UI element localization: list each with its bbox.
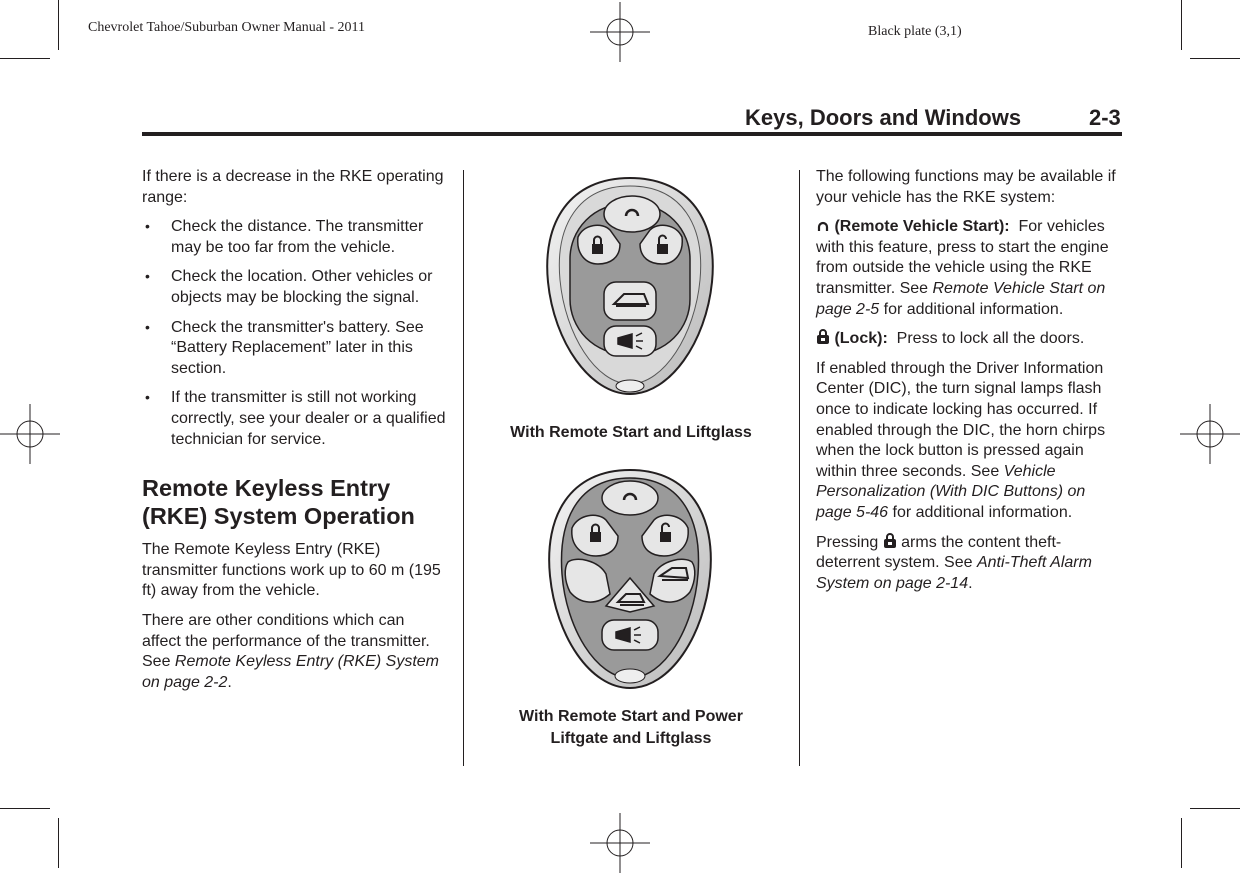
lock-icon: [816, 329, 830, 345]
lock-icon: [592, 244, 603, 254]
conditions-end: .: [227, 673, 232, 691]
registration-mark-right: [1180, 404, 1240, 464]
crop-mark: [0, 58, 50, 59]
column-3: [816, 167, 1121, 603]
pressing-paragraph: [816, 533, 1121, 595]
pressing-start: Pressing: [816, 533, 883, 551]
crop-mark: [58, 818, 59, 868]
dic-paragraph: [816, 359, 1121, 524]
crop-mark: [1181, 0, 1182, 50]
list-item: • Check the distance. The transmitter may be too far from the vehicle.: [142, 217, 447, 258]
remote-start-icon: [816, 219, 830, 233]
key-fob-illustration-2: [540, 466, 720, 696]
anti-theft-link[interactable]: Anti-Theft Alarm System on page 2-14: [816, 554, 1092, 592]
fob-caption-2-line2: Liftgate and Liftglass: [550, 730, 712, 747]
vehicle-personalization-link[interactable]: Vehicle Personalization (With DIC Buttons) on page 5-46: [816, 462, 1086, 521]
page-number: 2-3: [1089, 105, 1121, 130]
list-item: • If the transmitter is still not working correctly, see your dealer or a qualified technician for service.: [142, 388, 447, 450]
crop-mark: [58, 0, 59, 50]
fob-caption-2: [480, 706, 782, 750]
pressing-text: arms the content theft-deterrent system. See: [816, 533, 1062, 572]
rke-system-link[interactable]: Remote Keyless Entry (RKE) System on page 2-2: [142, 653, 439, 691]
crop-mark: [0, 808, 50, 809]
registration-mark-left: [0, 404, 60, 464]
registration-mark-bottom: [590, 813, 650, 873]
functions-intro: The following functions may be available if your vehicle has the RKE system:: [816, 168, 1116, 206]
plate-label: Black plate (3,1): [868, 24, 962, 39]
unlock-icon: [657, 244, 668, 254]
dic-end: for additional information.: [888, 503, 1073, 521]
registration-mark-top: [590, 2, 650, 62]
lock-text: Press to lock all the doors.: [896, 330, 1085, 348]
crop-mark: [1181, 818, 1182, 868]
section-heading: Remote Keyless Entry (RKE) System Operation: [142, 475, 415, 530]
column-divider: [463, 170, 464, 766]
crop-mark: [1190, 58, 1240, 59]
key-fob-illustration-1: [540, 172, 720, 402]
header-rule: [142, 132, 1122, 136]
crop-mark: [1190, 808, 1240, 809]
intro-text: If there is a decrease in the RKE operating range:: [142, 168, 444, 206]
list-item: • Check the location. Other vehicles or objects may be blocking the signal.: [142, 267, 447, 308]
pressing-end: .: [968, 574, 973, 592]
column-divider: [799, 170, 800, 766]
manual-title: Chevrolet Tahoe/Suburban Owner Manual - 2011: [88, 20, 366, 35]
range-paragraph: The Remote Keyless Entry (RKE) transmitter functions work up to 60 m (195 ft) away from the vehicle.: [142, 541, 441, 600]
section-title: Keys, Doors and Windows: [745, 105, 1022, 130]
remote-start-paragraph: [816, 217, 1121, 320]
list-item: • Check the transmitter's battery. See “Battery Replacement” later in this section.: [142, 318, 447, 380]
bullet-list: [142, 217, 447, 450]
lock-label: (Lock):: [834, 330, 888, 348]
conditions-text: There are other conditions which can affect the performance of the transmitter. See: [142, 611, 430, 671]
lock-paragraph: [816, 329, 1121, 350]
dic-text: If enabled through the Driver Information Center (DIC), the turn signal lamps flash once to indicate locking has occurred. If enabled through the DIC, the horn chirps when the lock button is pressed again within three seconds. See: [816, 359, 1106, 480]
remote-start-label: (Remote Vehicle Start):: [834, 218, 1010, 236]
conditions-paragraph: [142, 611, 447, 693]
column-1: [142, 167, 447, 702]
remote-start-end: for additional information.: [879, 300, 1064, 318]
lock-icon: [883, 533, 897, 549]
remote-start-text: For vehicles with this feature, press to start the engine from outside the vehicle using the RKE transmitter. See: [816, 218, 1109, 297]
fob-caption-1: With Remote Start and Liftglass: [510, 424, 752, 441]
fob-caption-2-line1: With Remote Start and Power: [519, 708, 743, 725]
remote-vehicle-start-link[interactable]: Remote Vehicle Start on page 2-5: [816, 279, 1106, 318]
